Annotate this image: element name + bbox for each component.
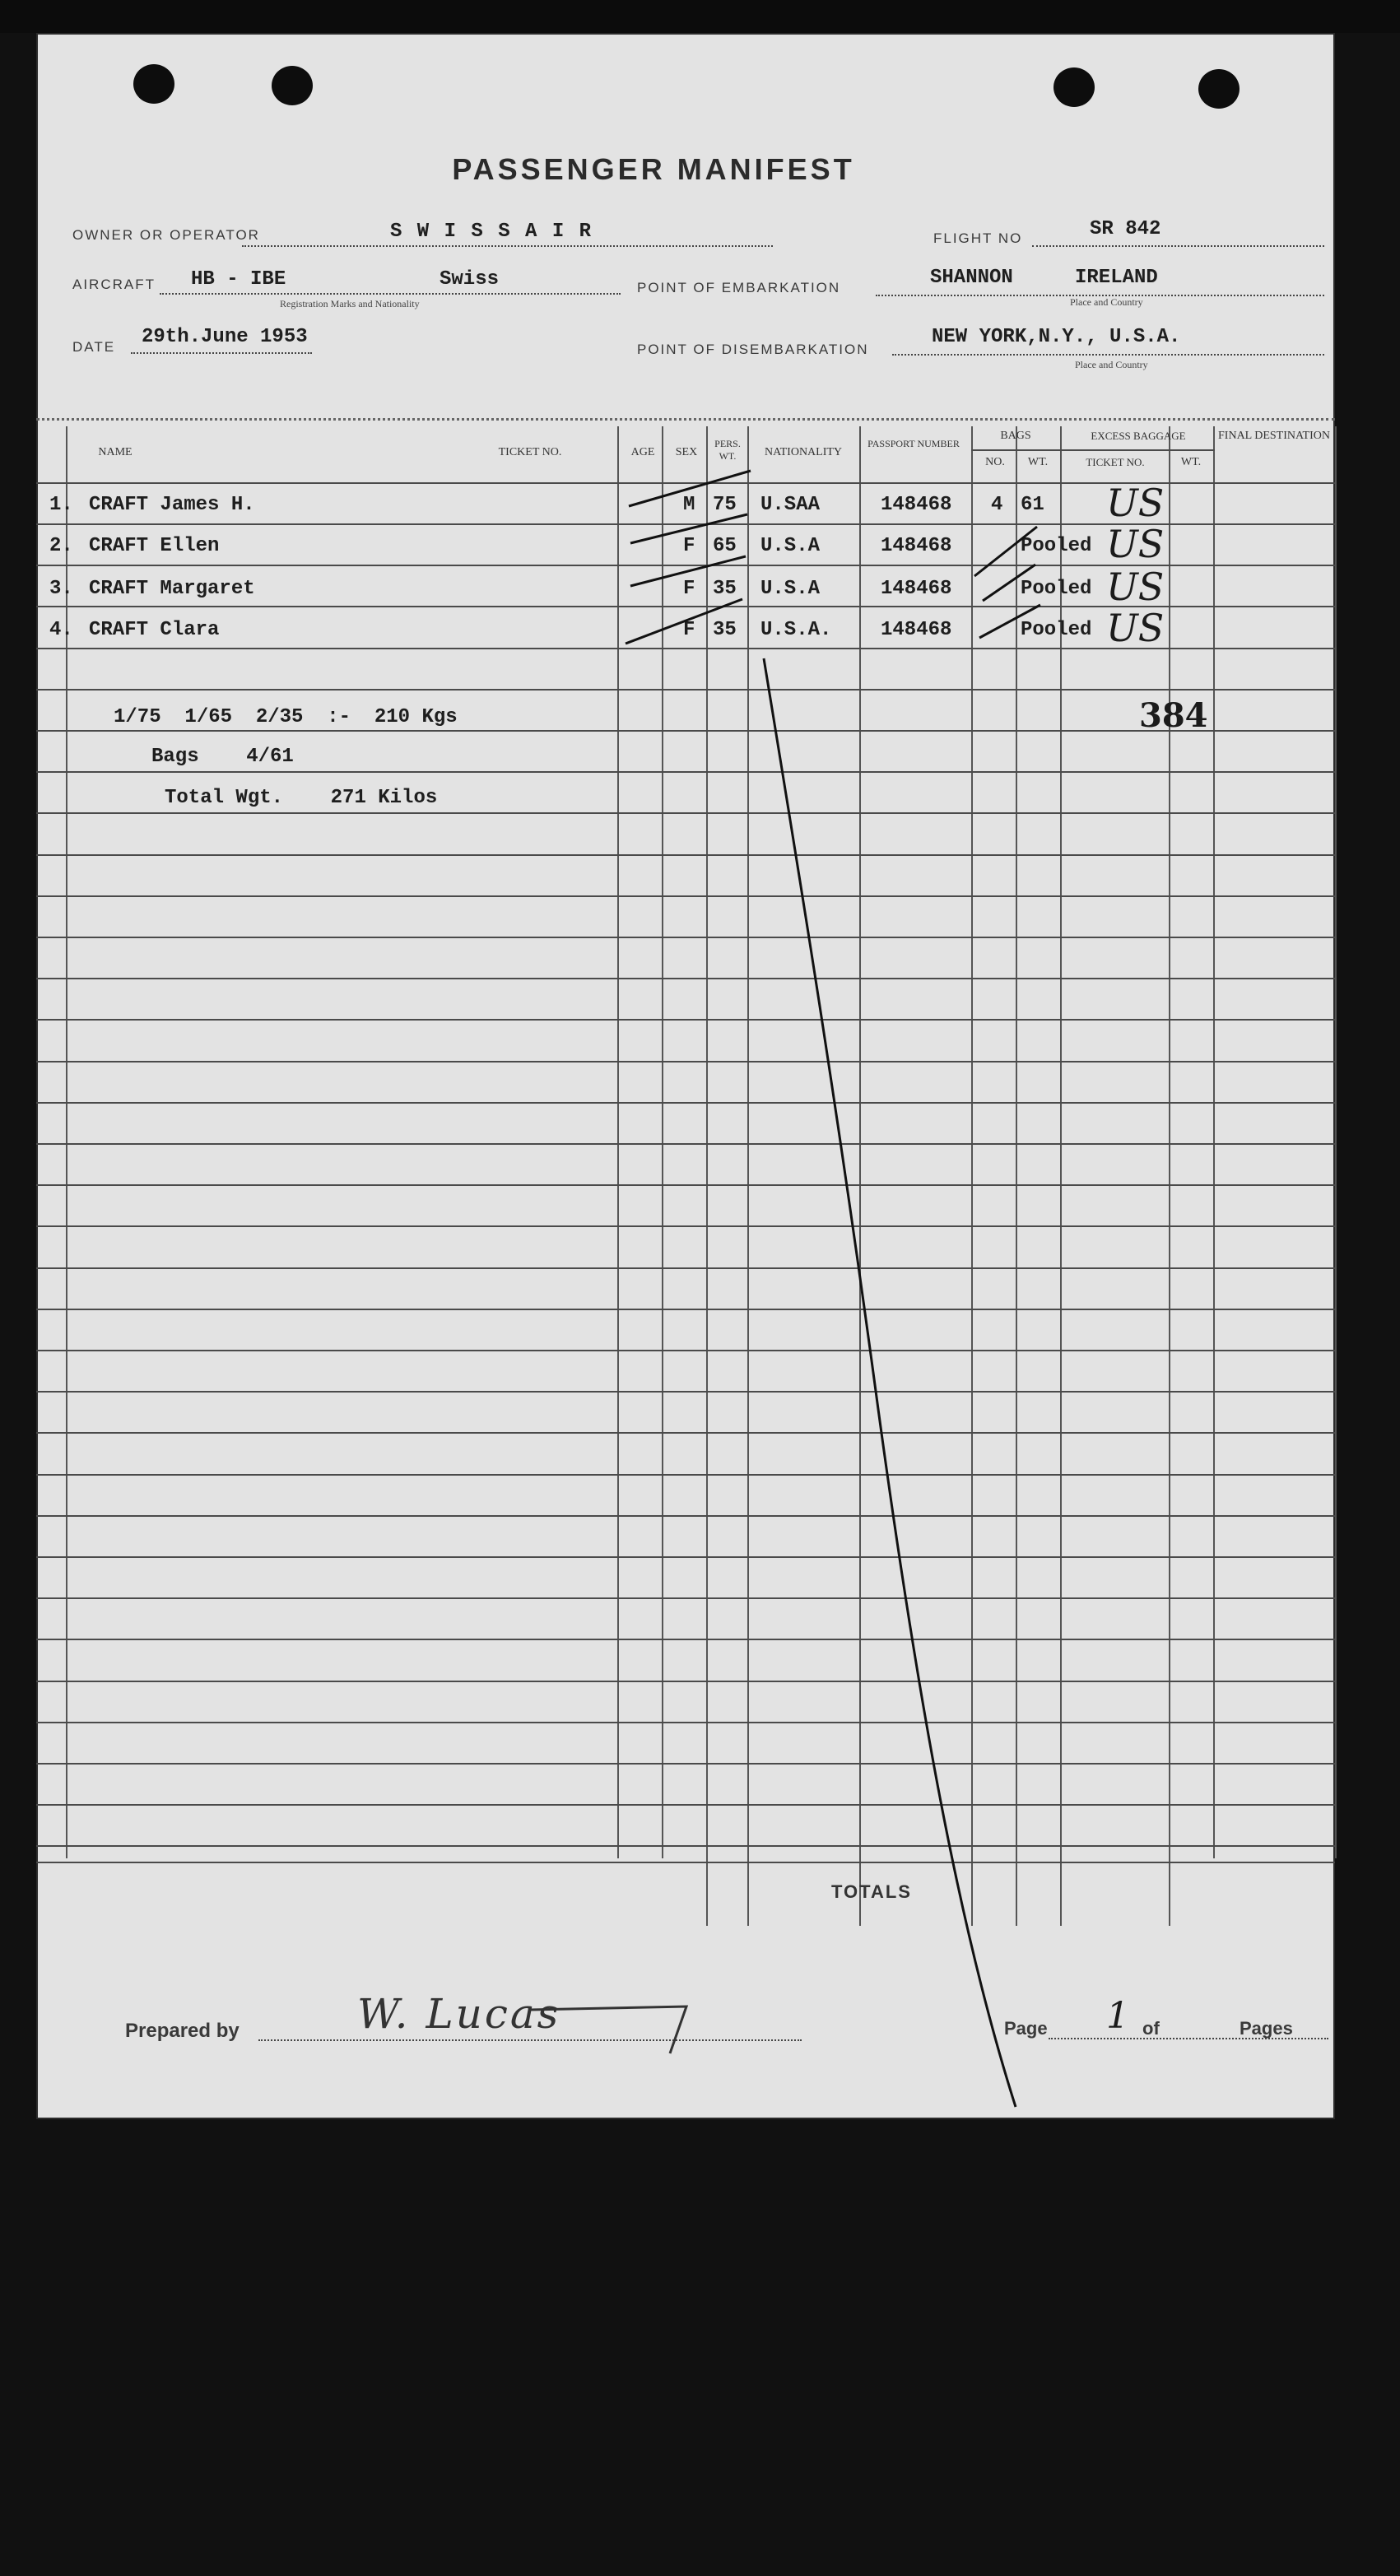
summary-total: Total Wgt. 271 Kilos bbox=[165, 787, 438, 809]
passenger-nationality: U.S.A bbox=[760, 578, 821, 600]
prepared-by-label: Prepared by bbox=[125, 2020, 240, 2042]
col-bags: BAGS bbox=[1000, 430, 1031, 442]
disembark-label: POINT OF DISEMBARKATION bbox=[637, 342, 869, 357]
tick-mark-icon bbox=[629, 471, 751, 506]
excess-ticket-mark: US bbox=[1106, 522, 1165, 566]
passport-number: 148468 bbox=[881, 578, 952, 600]
col-pers-wt: PERS. WT. bbox=[714, 438, 741, 462]
table-column-rule bbox=[1335, 426, 1337, 1858]
date-value: 29th.June 1953 bbox=[142, 326, 308, 348]
col-sex: SEX bbox=[675, 446, 698, 458]
bags-weight: Pooled bbox=[1021, 535, 1092, 557]
passenger-name: CRAFT James H. bbox=[89, 494, 255, 516]
manifest-sheet bbox=[36, 33, 1335, 2119]
pen-marks bbox=[36, 33, 1335, 2119]
owner-label: OWNER OR OPERATOR bbox=[72, 227, 260, 243]
passport-number: 148468 bbox=[881, 619, 952, 641]
embark-place: SHANNON bbox=[930, 267, 1013, 289]
place-country-note: Place and Country bbox=[1070, 296, 1143, 308]
passport-number: 148468 bbox=[881, 535, 952, 557]
passenger-sex: F bbox=[683, 619, 695, 641]
row-number: 1. bbox=[49, 494, 73, 516]
passenger-nationality: U.S.A bbox=[760, 535, 821, 557]
place-country-note-2: Place and Country bbox=[1075, 359, 1148, 370]
passenger-sex: F bbox=[683, 535, 695, 557]
col-excess-wt: WT. bbox=[1180, 456, 1202, 468]
passenger-weight: 75 bbox=[713, 494, 737, 516]
bags-count: 4 bbox=[991, 494, 1003, 516]
tick-mark-icon bbox=[983, 565, 1035, 601]
col-final: FINAL DESTINATION bbox=[1218, 430, 1330, 442]
signature: W. Lucas bbox=[357, 1990, 561, 2038]
passenger-sex: F bbox=[683, 578, 695, 600]
tick-mark-icon bbox=[630, 514, 747, 543]
pages-label: Pages bbox=[1240, 2018, 1293, 2039]
tick-mark-icon bbox=[626, 599, 742, 644]
excess-ticket-mark: US bbox=[1106, 606, 1165, 650]
row-number: 3. bbox=[49, 578, 73, 600]
aircraft-label: AIRCRAFT bbox=[72, 277, 156, 292]
passenger-weight: 65 bbox=[713, 535, 737, 557]
date-label: DATE bbox=[72, 339, 116, 355]
bags-weight: Pooled bbox=[1021, 619, 1092, 641]
margin-number: 384 bbox=[1139, 696, 1208, 735]
passenger-nationality: U.SAA bbox=[760, 494, 821, 516]
col-excess: EXCESS BAGGAGE bbox=[1091, 430, 1186, 442]
col-passport: PASSPORT NUMBER bbox=[867, 438, 960, 449]
col-bags-no: NO. bbox=[985, 456, 1005, 468]
bags-weight: 61 bbox=[1021, 494, 1044, 516]
excess-ticket-mark: US bbox=[1106, 565, 1165, 609]
aircraft-marks: HB - IBE bbox=[191, 268, 286, 291]
tick-mark-icon bbox=[979, 605, 1040, 638]
col-nationality: NATIONALITY bbox=[764, 446, 843, 458]
col-bags-wt: WT. bbox=[1027, 456, 1049, 468]
page-label: Page bbox=[1004, 2018, 1048, 2039]
scan-border bbox=[0, 0, 1400, 33]
tick-mark-icon bbox=[630, 556, 746, 586]
signature-flourish bbox=[530, 2006, 686, 2053]
disembark-value: NEW YORK,N.Y., U.S.A. bbox=[932, 326, 1181, 348]
passenger-weight: 35 bbox=[713, 619, 737, 641]
passenger-name: CRAFT Ellen bbox=[89, 535, 220, 557]
flight-value: SR 842 bbox=[1090, 218, 1161, 240]
passport-number: 148468 bbox=[881, 494, 952, 516]
page-number: 1 bbox=[1106, 1995, 1129, 2037]
summary-weights: 1/75 1/65 2/35 :- 210 Kgs bbox=[114, 706, 458, 728]
passenger-sex: M bbox=[683, 494, 695, 516]
col-name: NAME bbox=[98, 446, 133, 458]
of-label: of bbox=[1142, 2018, 1160, 2039]
summary-bags: Bags 4/61 bbox=[151, 746, 294, 768]
pen-stroke bbox=[764, 658, 1016, 2107]
passenger-name: CRAFT Clara bbox=[89, 619, 220, 641]
aircraft-note: Registration Marks and Nationality bbox=[280, 298, 420, 309]
owner-value: S W I S S A I R bbox=[390, 221, 593, 243]
embark-country: IRELAND bbox=[1075, 267, 1158, 289]
col-ticket: TICKET NO. bbox=[498, 446, 562, 458]
embark-label: POINT OF EMBARKATION bbox=[637, 280, 841, 295]
aircraft-nationality: Swiss bbox=[440, 268, 500, 291]
totals-label: TOTALS bbox=[831, 1881, 912, 1902]
bags-weight: Pooled bbox=[1021, 578, 1092, 600]
passenger-nationality: U.S.A. bbox=[760, 619, 832, 641]
passenger-weight: 35 bbox=[713, 578, 737, 600]
flight-label: FLIGHT NO bbox=[933, 230, 1023, 246]
col-age: AGE bbox=[630, 446, 655, 458]
col-excess-ticket: TICKET NO. bbox=[1086, 456, 1145, 468]
row-number: 2. bbox=[49, 535, 73, 557]
passenger-name: CRAFT Margaret bbox=[89, 578, 255, 600]
row-number: 4. bbox=[49, 619, 73, 641]
excess-ticket-mark: US bbox=[1106, 481, 1165, 525]
document-title: PASSENGER MANIFEST bbox=[452, 152, 855, 186]
